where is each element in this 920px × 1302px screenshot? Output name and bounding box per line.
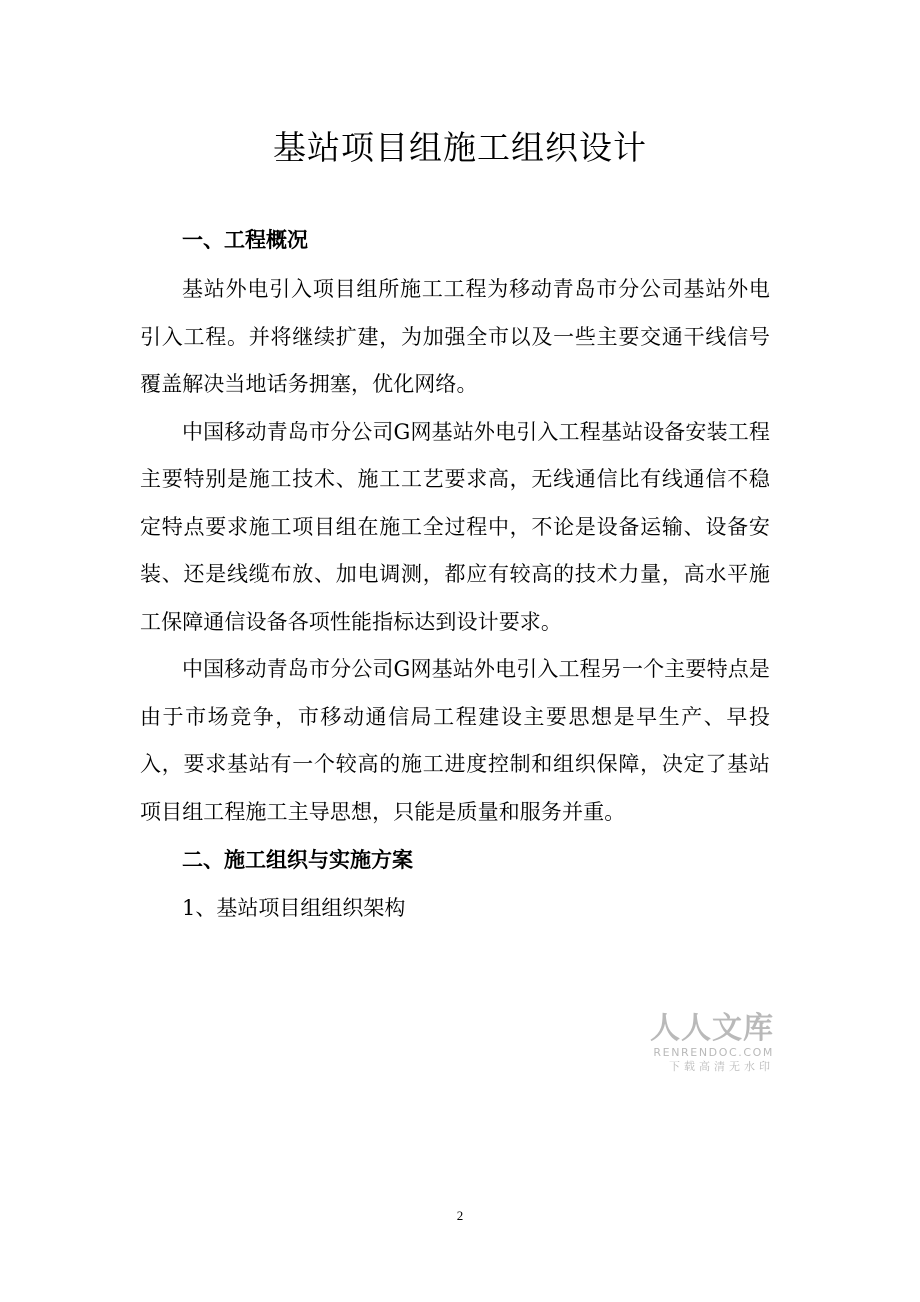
watermark-main-text: 人人文库 <box>650 1011 774 1046</box>
section-1-paragraph-1: 基站外电引入项目组所施工工程为移动青岛市分公司基站外电引入工程。并将继续扩建，为加强全市以及一些主要交通干线信号覆盖解决当地话务拥塞，优化网络。 <box>140 277 770 396</box>
document-body <box>140 220 770 928</box>
watermark-sub-text: 下载高清无水印 <box>669 1060 774 1073</box>
watermark-url-text: RENRENDOC.COM <box>653 1046 774 1059</box>
section-2-subheading: 1、基站项目组组织架构 <box>182 896 406 920</box>
watermark-logo <box>640 1012 774 1074</box>
section-1-paragraph-3: 中国移动青岛市分公司G网基站外电引入工程另一个主要特点是由于市场竞争，市移动通信局工程建设主要思想是早生产、早投入，要求基站有一个较高的施工进度控制和组织保障，决定了基站项目组工程施工主导思想，只能是质量和服务并重。 <box>140 657 770 824</box>
page-title: 基站项目组施工组织设计 <box>273 128 647 167</box>
page-number: 2 <box>456 1208 464 1223</box>
section-1-paragraph-2: 中国移动青岛市分公司G网基站外电引入工程基站设备安装工程主要特别是施工技术、施工工艺要求高，无线通信比有线通信不稳定特点要求施工项目组在施工全过程中，不论是设备运输、设备安装、还是线缆布放、加电调测，都应有较高的技术力量，高水平施工保障通信设备各项性能指标达到设计要求。 <box>140 419 770 634</box>
section-1-heading: 一、工程概况 <box>182 227 308 252</box>
section-2-heading: 二、施工组织与实施方案 <box>182 847 413 872</box>
